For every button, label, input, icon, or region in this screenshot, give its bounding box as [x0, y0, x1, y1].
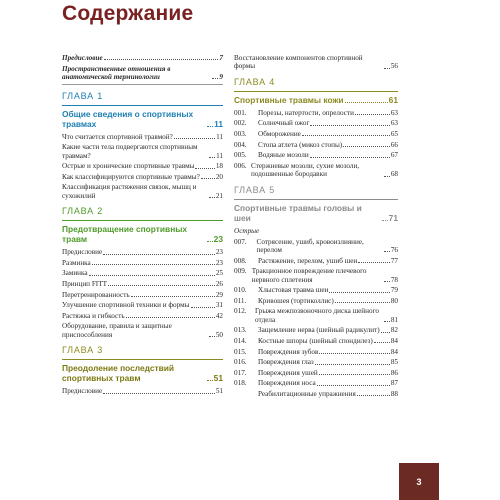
- toc-entry[interactable]: 017. Повреждения ушей 86: [234, 368, 398, 377]
- toc-entry[interactable]: Предисловие 23: [62, 248, 223, 257]
- toc-entry-anatomical-terms[interactable]: Пространственные отношения в анатомической терминологии 9: [62, 64, 223, 81]
- page-number-badge: 3: [399, 463, 439, 500]
- chapter-1-rule: [62, 105, 223, 106]
- page-title: Содержание: [62, 2, 194, 25]
- toc-entry[interactable]: Перетренированность 29: [62, 290, 223, 299]
- toc-entry[interactable]: Что считается спортивной травмой? 11: [62, 132, 223, 141]
- toc-entry[interactable]: Реабилитационные упражнения 88: [258, 389, 398, 398]
- chapter-5-rule: [234, 199, 398, 200]
- toc-entry[interactable]: Оборудование, правила и защитные приспособления 50: [62, 322, 223, 339]
- toc-entry[interactable]: Острые и хронические спортивные травмы 18: [62, 162, 223, 171]
- toc-left-column: [62, 54, 223, 398]
- toc-entry[interactable]: Какие части тела подвергаются спортивным травмам? 11: [62, 143, 223, 160]
- toc-right-column: [234, 54, 398, 401]
- chapter-4-title[interactable]: Спортивные травмы кожи 61: [234, 94, 398, 105]
- toc-entry[interactable]: 012. Грыжа межпозвоночного диска шейного отдела 81: [234, 307, 398, 324]
- toc-entry[interactable]: 011. Кривошея (тортиколлис) 80: [234, 296, 398, 305]
- toc-entry[interactable]: Классификация растяжения связок, мышц и сухожилий 21: [62, 183, 223, 200]
- toc-entry[interactable]: Заминка 25: [62, 269, 223, 278]
- chapter-3-title[interactable]: Преодоление последствий спортивных травм 51: [62, 363, 223, 384]
- divider: [62, 84, 223, 85]
- toc-entry[interactable]: 006. Стержневые мозоли, сухие мозоли, подошвенные бородавки 68: [234, 161, 398, 179]
- toc-entry-preface[interactable]: Предисловие 7: [62, 54, 223, 62]
- chapter-5-label: ГЛАВА 5: [234, 184, 276, 195]
- toc-entry[interactable]: 004. Стопа атлета (микоз стопы) 66: [234, 140, 398, 149]
- toc-entry-sport-form-recovery[interactable]: Восстановление компонентов спортивной формы 56: [234, 54, 398, 71]
- toc-entry[interactable]: 002. Солнечный ожог 63: [234, 119, 398, 128]
- toc-entry[interactable]: 003. Обморожение 65: [234, 130, 398, 138]
- toc-entry[interactable]: 018. Повреждения носа 87: [234, 379, 398, 388]
- toc-entry[interactable]: 009. Тракционное повреждение плечевого нервного сплетения 78: [234, 267, 398, 284]
- toc-entry[interactable]: 001. Порезы, натертости, опрелости 63: [234, 108, 398, 117]
- toc-entry[interactable]: Принцип FITT 26: [62, 279, 223, 288]
- toc-entry[interactable]: 013. Защемление нерва (шейный радикулит) 82: [234, 326, 398, 335]
- toc-entry[interactable]: 008. Растяжение, перелом, ушиб шеи 77: [234, 256, 398, 265]
- toc-entry[interactable]: 016. Повреждения глаз 85: [234, 358, 398, 367]
- toc-entry[interactable]: 005. Водяные мозоли 67: [234, 151, 398, 160]
- chapter-3-rule: [62, 359, 223, 360]
- toc-entry[interactable]: Растяжка и гибкость 42: [62, 311, 223, 320]
- chapter-2-title[interactable]: Предотвращение спортивных травм 23: [62, 224, 223, 245]
- subsection-acute: Острые: [234, 226, 260, 235]
- chapter-2-label: ГЛАВА 2: [62, 206, 104, 217]
- toc-entry[interactable]: 010. Хлыстовая травма шеи 79: [234, 286, 398, 295]
- chapter-2-rule: [62, 220, 223, 221]
- chapter-5-title[interactable]: Спортивные травмы головы и шеи 71: [234, 202, 398, 223]
- toc-entry[interactable]: Предисловие 51: [62, 387, 223, 396]
- toc-entry[interactable]: Улучшение спортивной техники и формы 31: [62, 301, 223, 310]
- toc-entry[interactable]: 015. Повреждения зубов 84: [234, 347, 398, 356]
- chapter-1-label: ГЛАВА 1: [62, 90, 104, 101]
- chapter-4-label: ГЛАВА 4: [234, 76, 276, 87]
- toc-entry[interactable]: 014. Костные шпоры (шейный спондилез) 84: [234, 336, 398, 345]
- chapter-4-rule: [234, 91, 398, 92]
- toc-entry[interactable]: Как классифицируются спортивные травмы? 20: [62, 172, 223, 181]
- chapter-3-label: ГЛАВА 3: [62, 345, 104, 356]
- chapter-1-title[interactable]: Общие сведения о спортивных травмах 11: [62, 108, 223, 129]
- toc-entry[interactable]: Разминка 23: [62, 258, 223, 267]
- toc-entry[interactable]: 007. Сотрясение, ушиб, кровоизлияние, перелом 76: [234, 237, 398, 254]
